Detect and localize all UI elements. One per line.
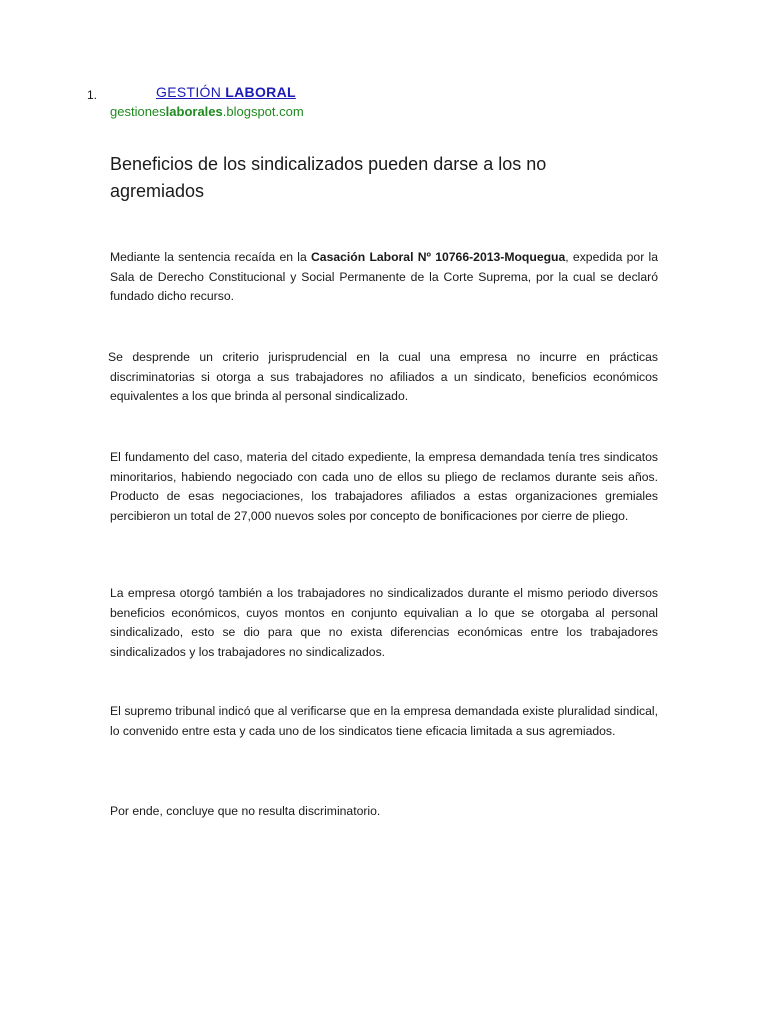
paragraph-1-case-reference: Casación Laboral Nº 10766-2013-Moquegua <box>311 250 566 264</box>
list-number: 1. <box>87 88 98 102</box>
paragraph-4: La empresa otorgó también a los trabajadores no sindicalizados durante el mismo periodo diversos beneficios económicos, cuyos montos en conjunto equivalian a lo que se otorgaba al personal sindicalizado, esto se dio para que no exista diferencias económicas entre los trabajadores sindicalizados y los trabajadores no sindicalizados. <box>110 586 658 659</box>
brand-url-part1: gestiones <box>110 104 166 119</box>
brand-url <box>110 104 304 119</box>
brand-title-part1: GESTIÓN <box>156 84 226 100</box>
brand-url-part2: laborales <box>165 104 223 119</box>
paragraph-1-post: , expedida por la Sala de Derecho Constitucional y Social Permanente de la Corte Suprema, por la cual se declaró fundado dicho recurso. <box>110 250 658 303</box>
brand-title-link[interactable] <box>156 84 296 100</box>
paragraph-1 <box>110 248 658 307</box>
brand-url-part3: .blogspot.com <box>222 104 304 119</box>
paragraph-6: Por ende, concluye que no resulta discriminatorio. <box>110 804 381 818</box>
brand-title-part2: LABORAL <box>225 84 296 100</box>
paragraph-3: El fundamento del caso, materia del citado expediente, la empresa demandada tenía tres sindicatos minoritarios, habiendo negociado con cada uno de ellos su pliego de reclamos durante seis años. Producto de esas negociaciones, los trabajadores afiliados a estas organizaciones gremiales percibieron un total de 27,000 nuevos soles por concepto de bonificaciones por cierre de pliego. <box>110 450 658 523</box>
paragraph-2: Se desprende un criterio jurisprudencial en la cual una empresa no incurre en prácticas discriminatorias si otorga a sus trabajadores no afiliados a un sindicato, beneficios económicos equivalentes a los que brinda al personal sindicalizado. <box>108 350 658 403</box>
document-title: Beneficios de los sindicalizados pueden darse a los no agremiados <box>110 154 547 201</box>
paragraph-5: El supremo tribunal indicó que al verificarse que en la empresa demandada existe pluralidad sindical, lo convenido entre esta y cada uno de los sindicatos tiene eficacia limitada a sus agremiados. <box>110 704 658 738</box>
paragraph-1-pre: Mediante la sentencia recaída en la <box>110 250 311 264</box>
